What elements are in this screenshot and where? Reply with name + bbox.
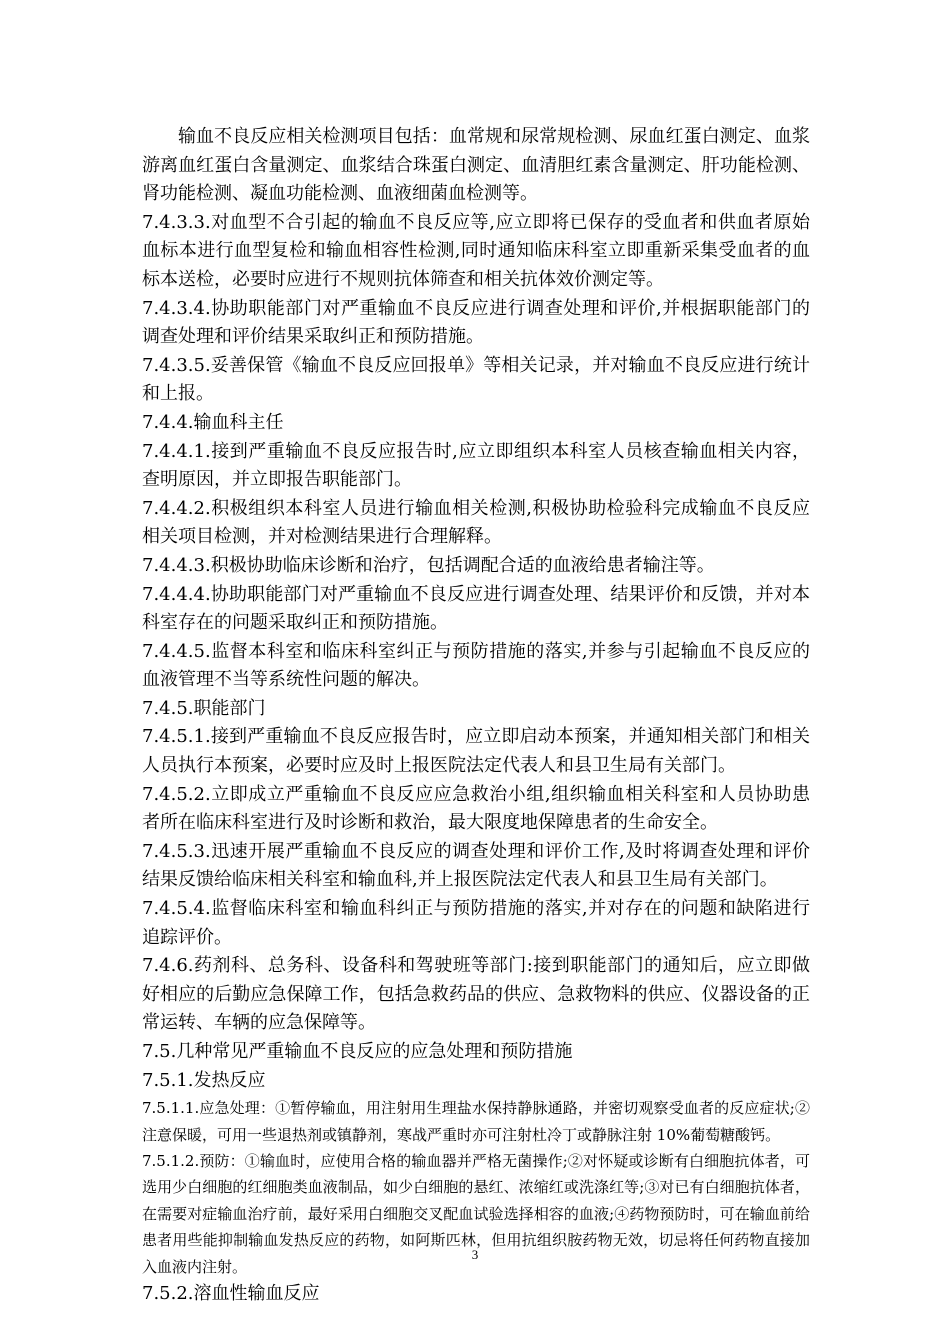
paragraph-7-4-5-2: 7.4.5.2.立即成立严重输血不良反应应急救治小组,组织输血相关科室和人员协助患者所在临床科室进行及时诊断和救治，最大限度地保障患者的生命安全。 — [142, 783, 810, 834]
paragraph-7-5-1-2: 7.5.1.2.预防：①输血时，应使用合格的输血器并严格无菌操作;②对怀疑或诊断有白细胞抗体者，可选用少白细胞的红细胞类血液制品，如少白细胞的悬红、浓缩红或洗涤红等;③对已有白细胞抗体者，在需要对症输血治疗前，最好采用白细胞交叉配血试验选择相容的血液;④药物预防时，可在输血前给患者用些能抑制输血发热反应的药物，如阿斯匹林，但用抗组织胺药物无效，切忌将任何药物直接加入血液内注射。 — [142, 1152, 810, 1276]
paragraph-7-4-3-5: 7.4.3.5.妥善保管《输血不良反应回报单》等相关记录，并对输血不良反应进行统计和上报。 — [142, 354, 810, 405]
paragraph-detection-items: 输血不良反应相关检测项目包括：血常规和尿常规检测、尿血红蛋白测定、血浆游离血红蛋白含量测定、血浆结合珠蛋白测定、血清胆红素含量测定、肝功能检测、肾功能检测、凝血功能检测、血液细菌血检测等。 — [142, 126, 810, 205]
paragraph-7-4-4-3: 7.4.4.3.积极协助临床诊断和治疗，包括调配合适的血液给患者输注等。 — [142, 554, 715, 576]
section-heading-7-4-5: 7.4.5.职能部门 — [142, 697, 266, 719]
section-heading-7-4-4: 7.4.4.输血科主任 — [142, 411, 284, 433]
section-heading-7-5-1: 7.5.1.发热反应 — [142, 1069, 266, 1091]
paragraph-7-5-1-1: 7.5.1.1.应急处理：①暂停输血，用注射用生理盐水保持静脉通路，并密切观察受血者的反应症状;②注意保暖，可用一些退热剂或镇静剂，寒战严重时亦可注射杜冷丁或静脉注射 10%葡萄糖酸钙。 — [142, 1099, 810, 1144]
paragraph-7-4-4-4: 7.4.4.4.协助职能部门对严重输血不良反应进行调查处理、结果评价和反馈，并对本科室存在的问题采取纠正和预防措施。 — [142, 583, 810, 634]
document-body — [142, 123, 810, 1309]
paragraph-7-4-5-3: 7.4.5.3.迅速开展严重输血不良反应的调查处理和评价工作,及时将调查处理和评价结果反馈给临床相关科室和输血科,并上报医院法定代表人和县卫生局有关部门。 — [142, 840, 810, 891]
paragraph-7-4-6: 7.4.6.药剂科、总务科、设备科和驾驶班等部门:接到职能部门的通知后，应立即做好相应的后勤应急保障工作，包括急救药品的供应、急救物料的供应、仪器设备的正常运转、车辆的应急保障等。 — [142, 955, 810, 1034]
paragraph-7-4-3-4: 7.4.3.4.协助职能部门对严重输血不良反应进行调查处理和评价,并根据职能部门的调查处理和评价结果采取纠正和预防措施。 — [142, 297, 810, 348]
paragraph-7-4-4-2: 7.4.4.2.积极组织本科室人员进行输血相关检测,积极协助检验科完成输血不良反应相关项目检测，并对检测结果进行合理解释。 — [142, 497, 810, 548]
paragraph-7-4-4-1: 7.4.4.1.接到严重输血不良反应报告时,应立即组织本科室人员核查输血相关内容，查明原因，并立即报告职能部门。 — [142, 440, 810, 491]
section-heading-7-5-2: 7.5.2.溶血性输血反应 — [142, 1283, 320, 1305]
paragraph-7-4-4-5: 7.4.4.5.监督本科室和临床科室纠正与预防措施的落实,并参与引起输血不良反应的血液管理不当等系统性问题的解决。 — [142, 640, 810, 691]
paragraph-7-4-5-1: 7.4.5.1.接到严重输血不良反应报告时，应立即启动本预案，并通知相关部门和相关人员执行本预案，必要时应及时上报医院法定代表人和县卫生局有关部门。 — [142, 726, 810, 777]
paragraph-7-4-3-3: 7.4.3.3.对血型不合引起的输血不良反应等,应立即将已保存的受血者和供血者原始血标本进行血型复检和输血相容性检测,同时通知临床科室立即重新采集受血者的血标本送检，必要时应进行不规则抗体筛查和相关抗体效价测定等。 — [142, 211, 810, 290]
page-number: 3 — [471, 1247, 479, 1262]
paragraph-7-4-5-4: 7.4.5.4.监督临床科室和输血科纠正与预防措施的落实,并对存在的问题和缺陷进行追踪评价。 — [142, 898, 810, 948]
section-heading-7-5: 7.5.几种常见严重输血不良反应的应急处理和预防措施 — [142, 1041, 573, 1062]
